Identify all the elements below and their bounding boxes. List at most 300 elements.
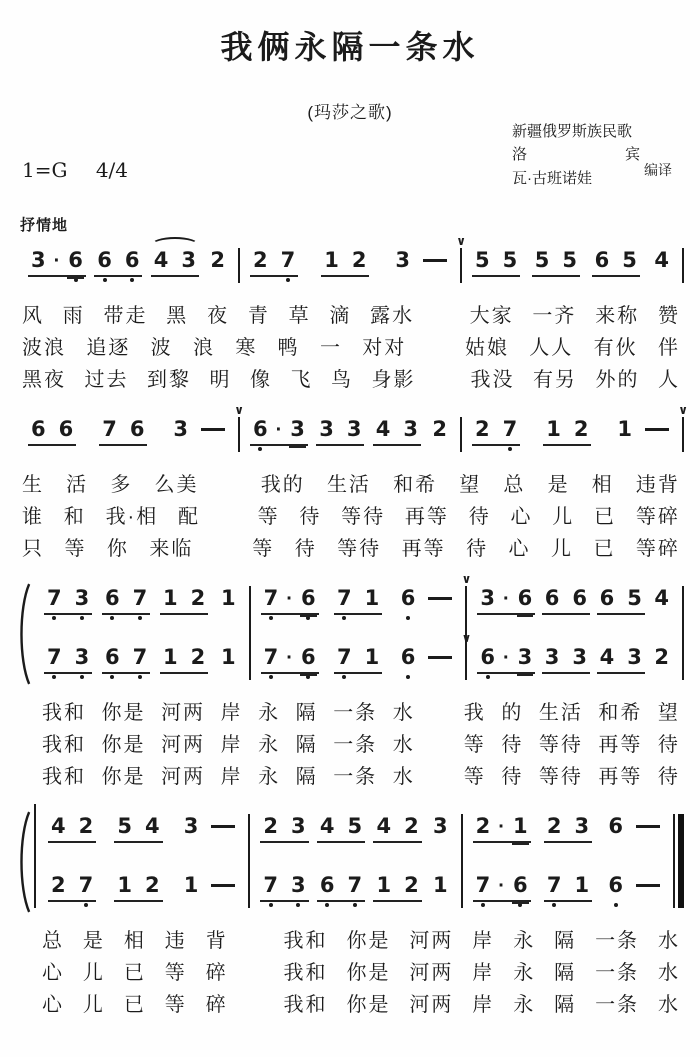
note-group [99,419,147,446]
note: 3 [627,645,642,669]
note: 7 [47,647,62,668]
lyric-syllable: 再等 [404,505,449,528]
note: 2 [654,645,669,669]
low-octave-dot [342,616,346,620]
note-group [651,588,672,613]
note-group-beam [28,250,86,277]
lyric-syllable: 有另 [533,368,577,391]
note-group-beam [592,250,640,277]
note: 1 [364,645,380,669]
lyric-syllable: 待 [501,765,524,788]
note: 2 [475,417,490,441]
note-group-beam [321,250,369,277]
lyric-syllable: 等 [463,733,486,756]
dash-bar [201,428,225,431]
lyric-syllable: 波 [150,336,173,359]
lyric-syllable: 青 [247,304,270,327]
low-octave-dot [486,675,490,679]
lyric-syllable: 带走 [103,304,148,327]
credit-origin: 新疆俄罗斯族民歌 [512,123,633,140]
note: 6 [608,875,623,896]
note: 6 [301,588,316,609]
lyric-syllable: 待 [501,733,524,756]
measure [34,643,249,686]
note: 1 [574,873,590,897]
note-group [261,588,319,615]
tempo-marking: 抒情地 [20,217,69,234]
note-group [429,419,450,444]
low-octave-dot [103,278,107,282]
note-group-beam [48,875,96,902]
dash-bar [645,428,669,431]
lyric-syllable: 水 [657,961,680,984]
start-barline [34,804,36,908]
note-group-beam [151,250,199,277]
low-octave-dot [406,675,410,679]
lyric-syllable: 你 [106,537,129,560]
note-group-beam [473,875,531,902]
note-group [334,647,382,674]
lyric-syllable: 草 [288,304,311,327]
low-octave-dot [130,278,134,282]
lyric-syllable: 待 [294,537,317,560]
note-group [544,816,592,843]
measure [18,246,238,289]
note-group-beam [334,588,382,615]
lyric-syllable: 追逐 [86,336,131,359]
low-octave-dot [138,616,142,620]
note: 6 [480,647,495,668]
note: 4 [654,248,669,272]
lyric-syllable: 河两 [161,701,206,724]
lyric-syllable: 等 [257,505,280,528]
staff-wrap [18,403,688,458]
lyric-syllable: 一 [319,336,342,359]
lyric-syllable: 岸 [472,993,495,1016]
lyric-syllable: 河两 [409,993,454,1016]
note-group [218,647,239,672]
credit-author-1 [512,143,640,166]
note-group-beam [605,816,663,841]
note-group-beam [651,647,672,672]
note-group [477,588,535,615]
dash-note [201,419,225,431]
lyric-syllable: 你是 [346,993,391,1016]
dotted-rhythm-dot: · [502,646,510,669]
note: 5 [562,248,578,272]
note: 7 [133,588,148,609]
barline [248,814,250,908]
lyric-syllable: 我和 [283,993,328,1016]
note-group-beam [373,419,421,446]
note-group [44,647,92,674]
note: 7 [348,875,363,896]
note: 3 [75,588,90,609]
lyric-syllable: 鸭 [277,336,300,359]
measure [251,631,472,686]
lyric-syllable: 飞 [290,368,313,391]
note-group-beam [477,588,535,615]
lyric-syllable: 和希 [598,701,643,724]
note-group-beam [472,419,520,446]
note-group [317,875,365,902]
lyric-line-3 [42,758,680,790]
sixteenth-underline [517,615,534,617]
low-octave-dot [110,616,114,620]
note-group [543,419,591,446]
barline [238,417,240,452]
note: 3 [75,647,90,668]
dash-note [211,875,235,887]
staff-wrap [18,800,684,914]
low-octave-dot [286,278,290,282]
note: 6 [544,586,560,610]
note: 3 [31,248,46,272]
lyric-syllable: 一齐 [532,304,577,327]
note-group-beam [373,816,421,843]
lyric-syllable: 儿 [550,537,573,560]
low-octave-dot [406,616,410,620]
dash-bar [423,259,447,262]
dash-bar [211,884,235,887]
barline [461,814,463,908]
measure [38,871,248,914]
lyric-syllable: 是 [82,929,105,952]
note: 5 [627,586,642,610]
dash-note [645,419,669,431]
note: 2 [404,873,419,897]
dash-note [423,250,447,262]
staff-wrap [18,572,684,686]
note: 1 [433,873,448,897]
music-system-1 [18,234,684,393]
lyric-line-2 [22,329,680,361]
note-group-beam [44,647,92,674]
note: 1 [163,586,178,610]
measure [251,572,472,627]
note: 3 [291,875,306,896]
note: 1 [364,586,380,610]
note: 4 [319,814,335,838]
credits-block [512,120,672,190]
note-group [532,250,580,277]
lyric-syllable: 我 [463,701,486,724]
note-group [160,588,208,615]
lyric-syllable: 我没 [470,368,515,391]
note-group [398,631,472,672]
note: 5 [502,248,518,272]
lyric-syllable: 一条 [595,993,640,1016]
note: 2 [190,586,206,610]
note-group [472,419,520,446]
lyric-syllable: 待 [466,537,489,560]
note: 6 [594,248,610,272]
note-group-beam [181,875,239,900]
dash-bar [636,825,660,828]
lyric-line-1 [42,694,680,726]
note-group [373,419,421,446]
note-group [102,588,150,615]
lyric-line-1 [22,297,680,329]
low-octave-dot [552,903,556,907]
note-group-beam [160,647,208,674]
lyric-syllable: 永 [513,993,536,1016]
lyric-syllable: 岸 [472,929,495,952]
lyric-syllable: 待 [468,505,491,528]
note-group-beam [160,588,208,615]
lyric-line-2 [22,498,680,530]
sixteenth-underline [517,674,534,676]
note: 6 [31,417,46,441]
lyric-syllable: 一条 [595,929,640,952]
lyrics-block [18,466,684,562]
note: 6 [105,588,120,609]
note-group [605,816,663,841]
note: 5 [117,814,132,838]
low-octave-dot [614,903,618,907]
note: 1 [376,873,392,897]
lyric-syllable: 儿 [82,961,105,984]
note: 1 [324,248,339,272]
lyric-syllable: 我和 [283,929,328,952]
note-group-beam [99,419,147,446]
music-notation [18,234,688,1028]
lyric-syllable: 河两 [161,765,206,788]
measure [463,871,673,914]
note: 3 [183,814,199,838]
note-group-beam [544,875,592,902]
lyric-syllable: 和 [63,505,86,528]
lyric-line-1 [22,466,680,498]
note: 2 [78,814,94,838]
lyric-syllable: 永 [258,701,281,724]
song-title: 我俩永隔一条水 [220,29,480,65]
lyric-syllable: 隔 [295,733,318,756]
note: 3 [173,417,188,441]
note: 4 [654,586,669,610]
lyric-syllable: 再等 [598,733,643,756]
lyric-syllable: 我和 [283,961,328,984]
measure [34,584,249,627]
lyric-syllable: 人 [658,368,680,391]
credit-lines [512,120,640,190]
note-group-beam [260,875,308,902]
lyric-syllable: 心 [42,993,64,1016]
lyric-syllable: 总 [503,473,526,496]
lyric-syllable: 生活 [326,473,371,496]
breath-mark-icon: ∨ [456,234,466,248]
lyric-syllable: 人人 [529,336,574,359]
staff [18,234,684,289]
note: 1 [183,873,199,897]
note-group-beam [651,588,672,613]
low-octave-dot [269,675,273,679]
music-system-3 [18,572,684,790]
note-group-beam [542,647,590,674]
lyric-syllable: 我和 [42,733,86,756]
dash-note [428,588,452,600]
note: 2 [573,417,589,441]
barline [682,248,684,283]
lyric-syllable: 已 [593,537,616,560]
note: 6 [599,586,615,610]
note: 6 [518,588,533,609]
lyric-syllable: 赞 [657,304,680,327]
lyric-syllable: 隔 [295,765,318,788]
sixteenth-underline [300,615,317,617]
note-group [473,875,531,902]
low-octave-dot [269,616,273,620]
lyric-syllable: 岸 [220,701,243,724]
note-group-beam [544,816,592,843]
dotted-rhythm-dot: · [53,249,61,272]
lyric-syllable: 波浪 [22,336,66,359]
note-group [472,250,520,277]
lyric-syllable: 已 [594,505,617,528]
note: 2 [404,814,419,838]
note-group-beam [429,419,450,444]
time-signature: 4/4 [95,158,129,182]
note: 6 [97,250,112,271]
note: 3 [346,417,362,441]
measure [38,812,248,855]
note-group-beam [317,816,365,843]
low-octave-dot [325,903,329,907]
note: 7 [503,419,518,440]
note: 2 [51,873,66,897]
dash-note [636,875,660,887]
lyric-syllable: 隔 [554,993,577,1016]
lyric-syllable: 多 [110,473,133,496]
note-group [170,403,244,444]
sixteenth-underline [512,902,529,904]
credit-author-1-first: 洛 [512,146,528,164]
low-octave-dot [258,447,262,451]
note: 3 [572,645,588,669]
note: 5 [534,248,550,272]
note-group [28,250,86,277]
lyric-syllable: 水 [392,733,415,756]
lyric-syllable: 相 [123,929,146,952]
lyric-syllable: 你是 [346,961,391,984]
note: 7 [337,647,352,668]
note: 7 [47,588,62,609]
lyric-syllable: 生活 [538,701,583,724]
note: 2 [190,645,206,669]
lyric-line-1 [42,922,680,954]
lyric-syllable: 心 [510,505,533,528]
note-group-beam [102,647,150,674]
note: 7 [133,647,148,668]
note: 5 [475,248,490,272]
note-group [398,572,472,613]
note: 3 [181,248,197,272]
credit-author-2: 瓦·古班诺娃 [512,169,592,187]
note: 2 [253,248,268,272]
lyric-line-2 [42,954,680,986]
staff [38,800,684,914]
voice-brace-icon [18,582,31,686]
note: 5 [347,814,363,838]
note-group-beam [250,250,298,277]
lyric-syllable: 一条 [333,765,378,788]
slur-arc [151,237,199,253]
note: 3 [290,814,306,838]
lyric-syllable: 碎 [205,961,228,984]
note: 2 [432,417,447,441]
lyric-syllable: 碎 [205,993,228,1016]
lyric-syllable: 活 [66,473,89,496]
note-group-beam [260,816,308,843]
dash-bar [636,884,660,887]
barline [238,248,240,283]
lyric-syllable: 永 [258,765,281,788]
note: 5 [622,248,637,272]
lyric-syllable: 生 [22,473,44,496]
low-octave-dot [52,675,56,679]
dotted-rhythm-dot: · [275,418,283,441]
lyric-line-3 [22,530,680,562]
final-barline-thin [673,814,675,908]
note-group [473,816,531,843]
note-group-beam [398,647,456,672]
note: 1 [221,645,236,669]
lyric-syllable: 等 [164,993,187,1016]
note-group-beam [28,419,76,446]
note: 6 [105,647,120,668]
note-group [373,875,421,902]
lyric-syllable: 的 [501,701,524,724]
voice-brace-icon [18,810,31,914]
lyric-syllable: 夜 [207,304,230,327]
note-group [597,588,645,615]
note-group-beam [94,250,142,277]
lyric-syllable: 等 [64,537,87,560]
lyric-syllable: 过去 [84,368,129,391]
song-subtitle: (玛莎之歌) [307,103,393,122]
note-group-beam [473,816,531,843]
note-group-beam [430,816,451,841]
note-group-beam [114,816,162,843]
lyric-syllable: 么美 [154,473,199,496]
note-group-beam [207,250,228,275]
note-group-beam [532,250,580,277]
note: 7 [102,417,117,441]
lyric-syllable: 待 [657,765,680,788]
lyric-line-2 [42,726,680,758]
note-group-beam [218,647,239,672]
staff [18,403,688,458]
note: 3 [290,419,305,440]
note-group [48,875,96,902]
low-octave-dot [84,903,88,907]
dotted-rhythm-dot: · [498,815,505,838]
final-barline [673,814,684,908]
staff [34,572,684,686]
note-group [260,875,308,902]
low-octave-dot [508,447,512,451]
note-group-beam [597,647,645,674]
note: 6 [129,417,145,441]
lyric-syllable: 身影 [371,368,416,391]
measure [250,812,460,855]
note: 6 [301,647,316,668]
note: 3 [518,647,533,668]
note: 7 [264,588,279,609]
note-group-beam [543,419,591,446]
lyric-syllable: 你是 [101,733,146,756]
note-group-beam [430,875,451,900]
